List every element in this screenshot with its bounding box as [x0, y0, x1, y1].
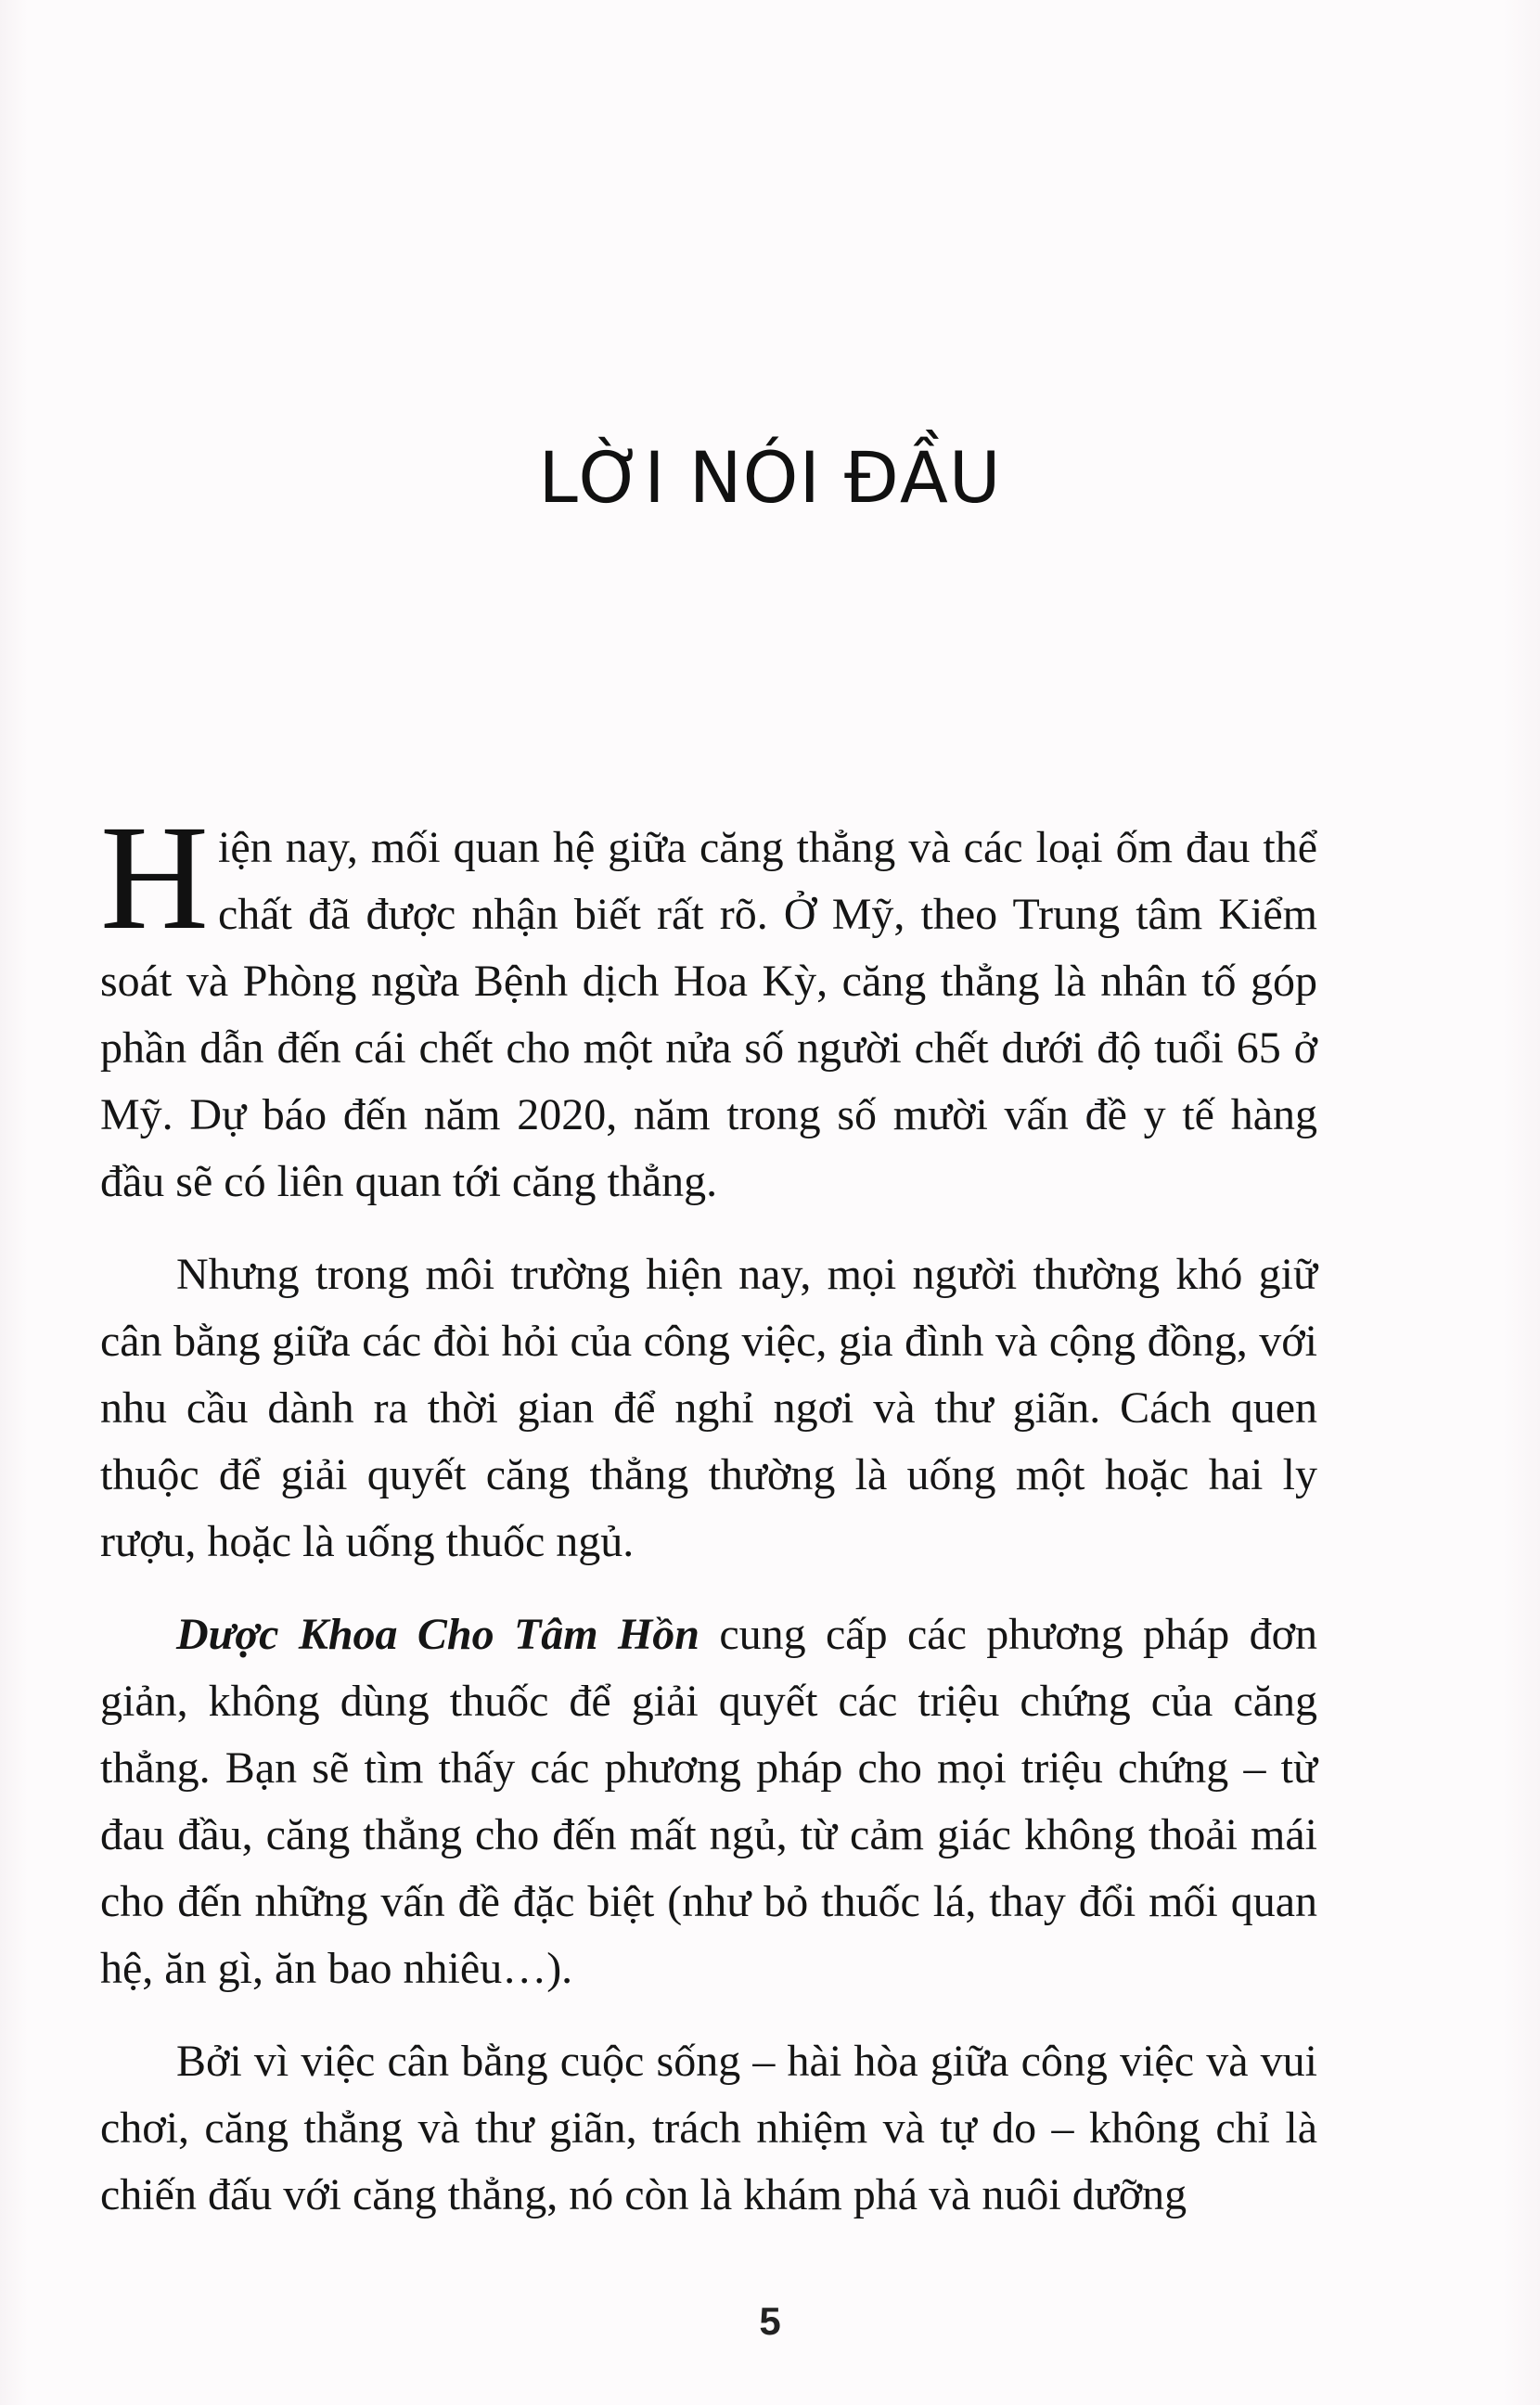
body-text: [100, 795, 1318, 2255]
drop-cap: H: [100, 795, 209, 961]
paragraph-1-text: iện nay, mối quan hệ giữa căng thẳng và các loại ốm đau thể chất đã được nhận biết rất rõ. Ở Mỹ, theo Trung tâm Kiểm soát và Phòng ngừa Bệnh dịch Hoa Kỳ, căng thẳng là nhân tố góp phần dẫn đến cái chết cho một nửa số người chết dưới độ tuổi 65 ở Mỹ. Dự báo đến năm 2020, năm trong số mười vấn đề y tế hàng đầu sẽ có liên quan tới căng thẳng.: [100, 823, 1317, 1206]
paragraph-3: [100, 1601, 1317, 2002]
book-title-italic: Dược Khoa Cho Tâm Hồn: [176, 1610, 699, 1659]
paragraph-2: Nhưng trong môi trường hiện nay, mọi người thường khó giữ cân bằng giữa các đòi hỏi của công việc, gia đình và cộng đồng, với nhu cầu dành ra thời gian để nghỉ ngơi và thư giãn. Cách quen thuộc để giải quyết căng thẳng thường là uống một hoặc hai ly rượu, hoặc là uống thuốc ngủ.: [100, 1250, 1317, 1566]
paragraph-1: [100, 795, 1317, 1215]
page-title: LỜI NÓI ĐẦU: [538, 436, 1002, 519]
paragraph-3-text: cung cấp các phương pháp đơn giản, không dùng thuốc để giải quyết các triệu chứng của căng thẳng. Bạn sẽ tìm thấy các phương pháp cho mọi triệu chứng – từ đau đầu, căng thẳng cho đến mất ngủ, từ cảm giác không thoải mái cho đến những vấn đề đặc biệt (như bỏ thuốc lá, thay đổi mối quan hệ, ăn gì, ăn bao nhiêu…).: [100, 1610, 1318, 1993]
page-number: 5: [759, 2299, 781, 2343]
paragraph-4: Bởi vì việc cân bằng cuộc sống – hài hòa giữa công việc và vui chơi, căng thẳng và thư giãn, trách nhiệm và tự do – không chỉ là chiến đấu với căng thẳng, nó còn là khám phá và nuôi dưỡng: [100, 2037, 1317, 2219]
